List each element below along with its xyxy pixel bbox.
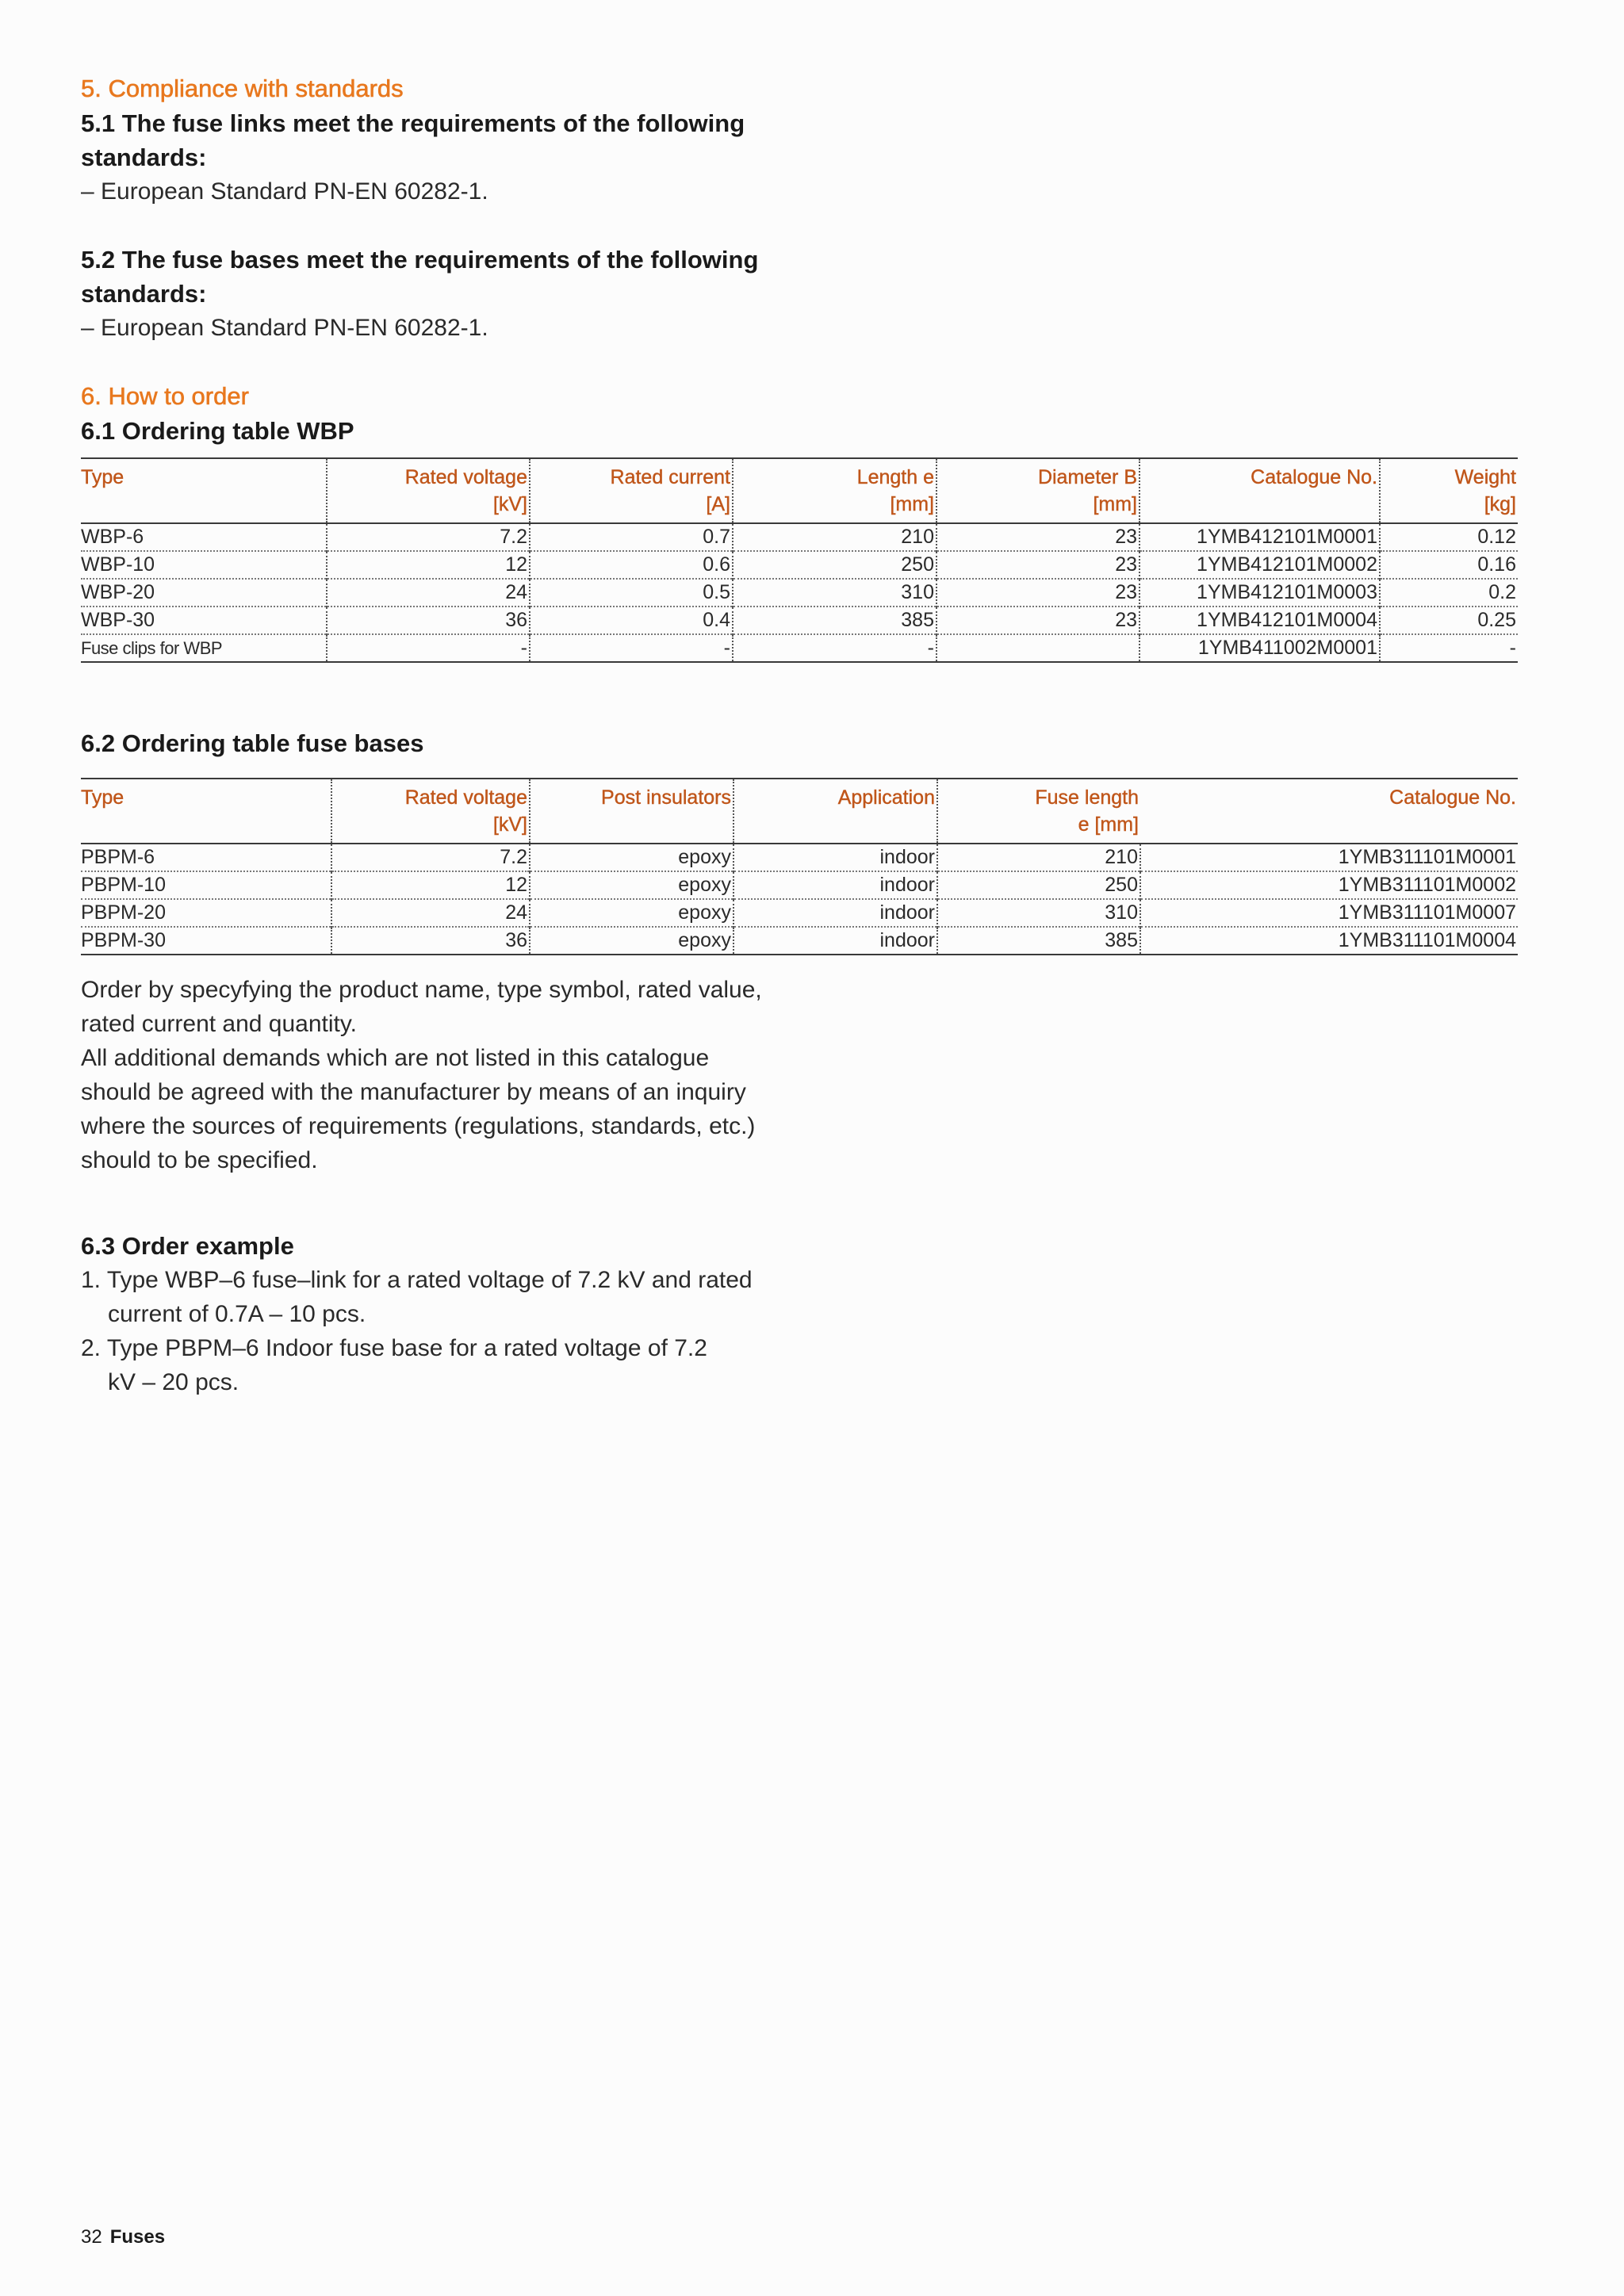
column-header: Fuse length e [mm] <box>937 779 1140 844</box>
table-cell <box>936 634 1139 662</box>
table-header-row <box>81 458 1518 523</box>
table-cell: 0.5 <box>530 579 733 607</box>
column-header: Rated current [A] <box>530 458 733 523</box>
table-cell: - <box>733 634 936 662</box>
table-row <box>81 523 1518 551</box>
section-6-heading: 6. How to order <box>81 382 249 410</box>
table-cell: 310 <box>733 579 936 607</box>
fuse-bases-ordering-table <box>81 778 1518 955</box>
section-5-2-heading: 5.2 The fuse bases meet the requirements of the following standards: <box>81 246 759 308</box>
footer-label: Fuses <box>109 2226 166 2248</box>
table-cell: 7.2 <box>331 844 530 871</box>
table-cell: 1YMB412101M0001 <box>1139 523 1380 551</box>
table-cell: indoor <box>733 871 937 899</box>
page-number: 32 <box>81 2226 102 2248</box>
table-cell: PBPM-20 <box>81 901 166 924</box>
table-row <box>81 927 1518 955</box>
table-cell: epoxy <box>530 927 733 955</box>
list-item: 2. Type PBPM–6 Indoor fuse base for a rated voltage of 7.2 kV – 20 pcs. <box>81 1335 707 1395</box>
column-header: Length e [mm] <box>733 458 936 523</box>
section-6-2-heading: 6.2 Ordering table fuse bases <box>81 729 424 757</box>
table-cell: 1YMB311101M0007 <box>1140 899 1518 927</box>
table-cell: 210 <box>937 844 1140 871</box>
table-cell: 23 <box>936 607 1139 634</box>
table-cell: 23 <box>936 579 1139 607</box>
table-row <box>81 579 1518 607</box>
table-cell: 210 <box>733 523 936 551</box>
table-cell: WBP-10 <box>81 553 155 576</box>
section-5-1-standard: – European Standard PN-EN 60282-1. <box>81 178 488 205</box>
table-cell: 0.16 <box>1380 551 1518 579</box>
table-row <box>81 551 1518 579</box>
section-5-heading: 5. Compliance with standards <box>81 75 404 102</box>
table-cell: 250 <box>733 551 936 579</box>
table-cell: 1YMB311101M0002 <box>1140 871 1518 899</box>
table-cell: 250 <box>937 871 1140 899</box>
table-cell: 36 <box>327 607 530 634</box>
section-6-1-heading: 6.1 Ordering table WBP <box>81 417 354 445</box>
table-row <box>81 844 1518 871</box>
wbp-ordering-table <box>81 457 1518 663</box>
list-item: 1. Type WBP–6 fuse–link for a rated voltage of 7.2 kV and rated current of 0.7A – 10 pcs. <box>81 1267 753 1327</box>
section-5-2-standard: – European Standard PN-EN 60282-1. <box>81 315 488 341</box>
document-page <box>81 71 1518 1399</box>
column-header: Weight [kg] <box>1380 458 1518 523</box>
table-row <box>81 871 1518 899</box>
table-cell: indoor <box>733 899 937 927</box>
table-cell: PBPM-10 <box>81 874 166 896</box>
table-cell: 36 <box>331 927 530 955</box>
table-cell: Fuse clips for WBP <box>81 638 223 658</box>
table-cell: 23 <box>936 523 1139 551</box>
table-cell: 0.2 <box>1380 579 1518 607</box>
table-cell: 0.6 <box>530 551 733 579</box>
column-header: Diameter B [mm] <box>936 458 1139 523</box>
table-cell: 0.4 <box>530 607 733 634</box>
table-cell: 1YMB311101M0004 <box>1140 927 1518 955</box>
table-cell: - <box>327 634 530 662</box>
table-cell: 1YMB411002M0001 <box>1139 634 1380 662</box>
additional-demands-note: All additional demands which are not listed in this catalogue should be agreed with the manufacturer by means of an inquiry where the sources of requirements (regulations, standards, etc.) should to be specified. <box>81 1045 756 1173</box>
table-cell: WBP-6 <box>81 526 144 548</box>
order-example-list <box>81 1263 1518 1399</box>
table-cell: 385 <box>733 607 936 634</box>
column-header: Catalogue No. <box>1139 458 1380 523</box>
table-cell: 1YMB412101M0002 <box>1139 551 1380 579</box>
table-cell: 310 <box>937 899 1140 927</box>
table-cell: - <box>530 634 733 662</box>
table-cell: indoor <box>733 927 937 955</box>
table-cell: 12 <box>331 871 530 899</box>
column-header: Catalogue No. <box>1389 786 1516 809</box>
page-footer <box>81 2226 165 2248</box>
column-header: Rated voltage [kV] <box>331 779 530 844</box>
table-cell: 24 <box>327 579 530 607</box>
table-cell: 1YMB412101M0003 <box>1139 579 1380 607</box>
table-cell: WBP-20 <box>81 581 155 603</box>
table-row <box>81 607 1518 634</box>
table-cell: epoxy <box>530 899 733 927</box>
table-cell: 0.7 <box>530 523 733 551</box>
section-6-3-heading: 6.3 Order example <box>81 1232 294 1260</box>
table-cell: 0.25 <box>1380 607 1518 634</box>
column-header: Rated voltage [kV] <box>327 458 530 523</box>
table-cell: epoxy <box>530 844 733 871</box>
order-instructions: Order by specyfying the product name, type symbol, rated value, rated current and quantity. <box>81 977 762 1037</box>
table-cell: 385 <box>937 927 1140 955</box>
table-cell: 1YMB412101M0004 <box>1139 607 1380 634</box>
section-5-1-heading: 5.1 The fuse links meet the requirements of the following standards: <box>81 109 745 171</box>
column-header: Type <box>81 786 124 809</box>
table-cell: 24 <box>331 899 530 927</box>
column-header: Application <box>733 779 937 844</box>
table-cell: WBP-30 <box>81 609 155 631</box>
table-cell: 1YMB311101M0001 <box>1140 844 1518 871</box>
column-header: Type <box>81 466 124 488</box>
table-cell: 0.12 <box>1380 523 1518 551</box>
table-row <box>81 634 1518 662</box>
table-cell: epoxy <box>530 871 733 899</box>
column-header: Post insulators <box>530 779 733 844</box>
table-cell: - <box>1380 634 1518 662</box>
table-cell: 23 <box>936 551 1139 579</box>
table-cell: PBPM-6 <box>81 846 155 868</box>
table-cell: indoor <box>733 844 937 871</box>
table-row <box>81 899 1518 927</box>
table-cell: PBPM-30 <box>81 929 166 951</box>
table-header-row <box>81 779 1518 844</box>
table-cell: 12 <box>327 551 530 579</box>
table-cell: 7.2 <box>327 523 530 551</box>
